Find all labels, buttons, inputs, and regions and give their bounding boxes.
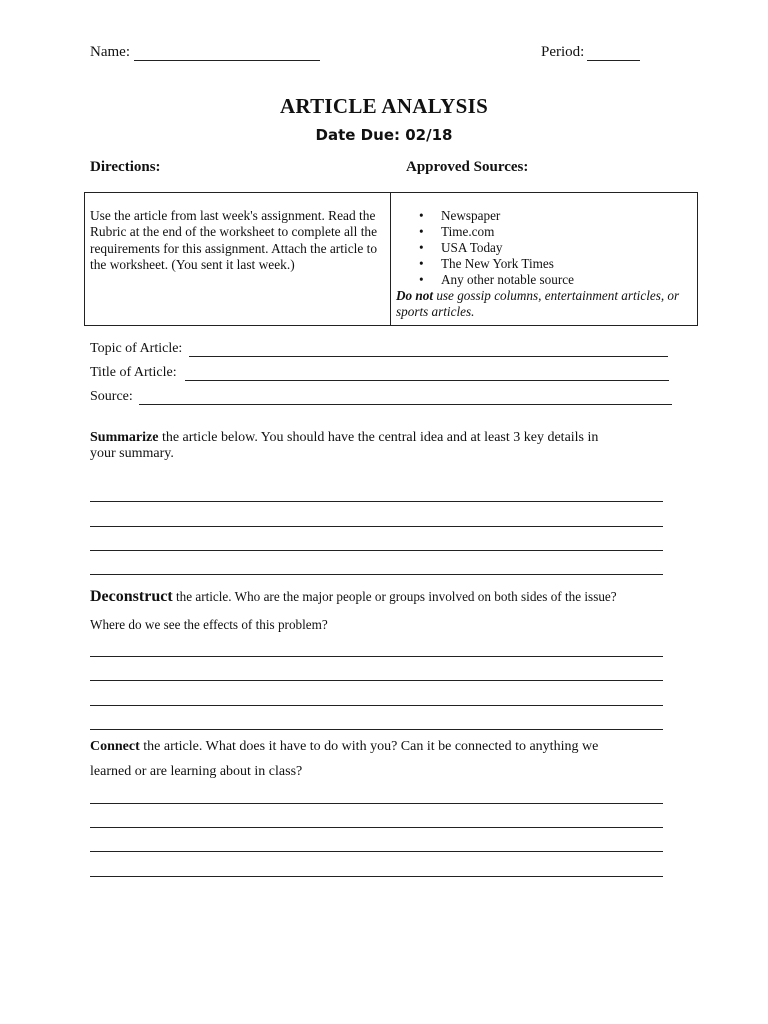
sources-note-bold: Do not (396, 288, 434, 303)
directions-table (84, 192, 698, 326)
source-label: Source: (90, 389, 133, 404)
source-line[interactable] (139, 404, 672, 405)
summary-answer-line[interactable] (90, 501, 663, 502)
date-due: Date Due: 02/18 (315, 126, 453, 144)
directions-text: Use the article from last week's assignment. Read the Rubric at the end of the worksheet to complete all the requirements for this assignment. Attach the article to the worksheet. (You sent it last week.) (90, 208, 378, 273)
period-line[interactable] (587, 60, 640, 61)
deconstruct-answer-line[interactable] (90, 656, 663, 657)
name-line[interactable] (134, 60, 320, 61)
deconstruct-answer-line[interactable] (90, 729, 663, 730)
summary-answer-line[interactable] (90, 550, 663, 551)
connect-answer-line[interactable] (90, 876, 663, 877)
sources-note-rest: use gossip columns, entertainment articles, or sports articles. (396, 288, 680, 319)
connect-answer-line[interactable] (90, 851, 663, 852)
deconstruct-prompt-line1 (90, 589, 617, 606)
connect-keyword: Connect (90, 739, 140, 754)
list-item: • Any other notable source (415, 272, 574, 288)
page-title: ARTICLE ANALYSIS (279, 94, 489, 118)
connect-prompt-line1 (90, 739, 598, 755)
connect-answer-line[interactable] (90, 827, 663, 828)
title-label: Title of Article: (90, 365, 177, 380)
sources-note (396, 288, 692, 319)
sources-heading: Approved Sources: (406, 159, 529, 175)
table-divider (390, 193, 391, 325)
topic-line[interactable] (189, 356, 668, 357)
connect-answer-line[interactable] (90, 803, 663, 804)
deconstruct-prompt-line2: Where do we see the effects of this problem? (90, 617, 328, 632)
name-label: Name: (90, 44, 130, 60)
list-item: • Newspaper (415, 208, 574, 224)
period-label: Period: (541, 44, 585, 60)
deconstruct-keyword: Deconstruct (90, 588, 173, 605)
connect-prompt-line2: learned or are learning about in class? (90, 764, 303, 779)
topic-label: Topic of Article: (90, 341, 183, 356)
approved-sources-list (415, 208, 574, 288)
deconstruct-text: the article. Who are the major people or groups involved on both sides of the issue? (172, 589, 617, 604)
list-item: • USA Today (415, 240, 574, 256)
title-line[interactable] (185, 380, 669, 381)
summarize-prompt-line1 (90, 430, 598, 446)
summarize-keyword: Summarize (90, 430, 159, 445)
summarize-prompt-line2: your summary. (90, 446, 174, 461)
summary-answer-line[interactable] (90, 574, 663, 575)
directions-heading: Directions: (90, 159, 161, 175)
list-item: • Time.com (415, 224, 574, 240)
deconstruct-answer-line[interactable] (90, 705, 663, 706)
deconstruct-answer-line[interactable] (90, 680, 663, 681)
summarize-text: the article below. You should have the central idea and at least 3 key details in (158, 430, 599, 445)
list-item: • The New York Times (415, 256, 574, 272)
summary-answer-line[interactable] (90, 526, 663, 527)
connect-text: the article. What does it have to do with you? Can it be connected to anything we (139, 739, 599, 754)
